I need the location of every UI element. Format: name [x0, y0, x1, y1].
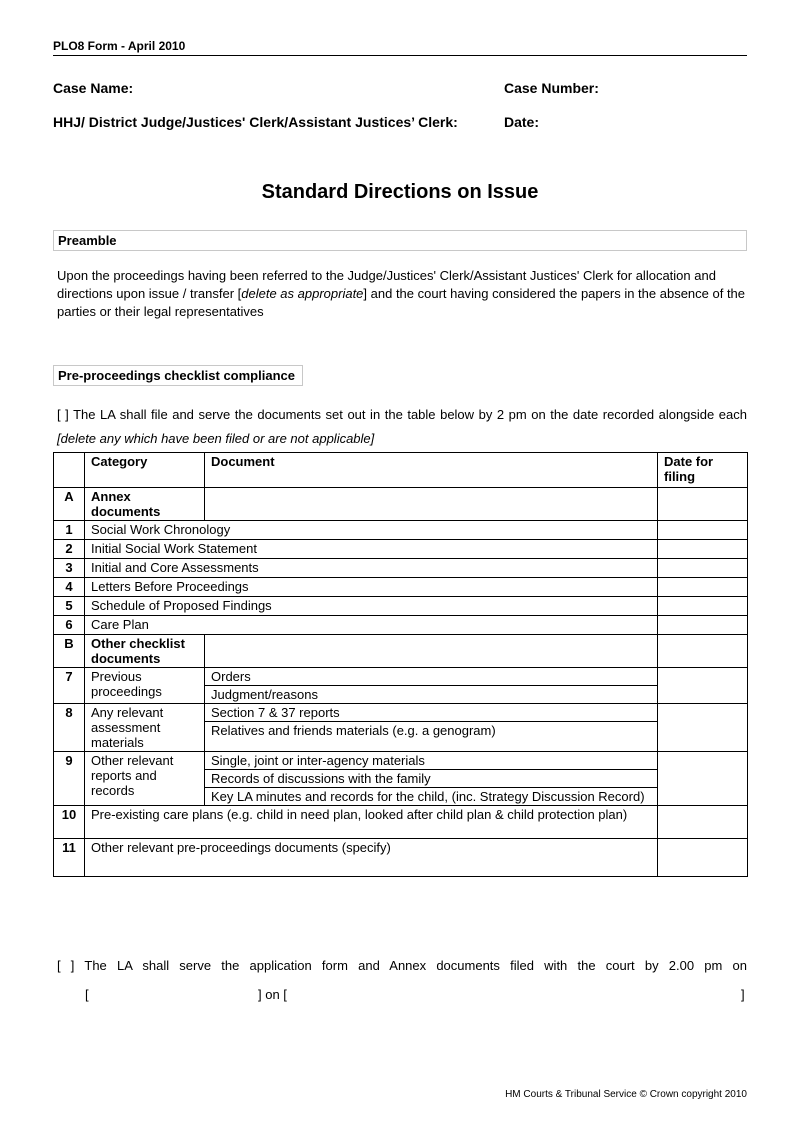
row-category: Schedule of Proposed Findings [85, 597, 658, 616]
checklist-intro: [ ] The LA shall file and serve the documents set out in the table below by 2 pm on the date recorded alongside each [delete any which have been filed or are not applicable] [57, 407, 747, 446]
table-row [54, 668, 748, 704]
page-title: Standard Directions on Issue [261, 181, 539, 203]
row-category: Initial and Core Assessments [85, 559, 658, 578]
row-category: Initial Social Work Statement [85, 540, 658, 559]
header-num-cell [54, 453, 85, 488]
row-num: 5 [54, 597, 85, 616]
row-documents [205, 704, 658, 752]
service-open-bracket: [ [85, 987, 89, 1002]
row-num: 3 [54, 559, 85, 578]
row-num: 1 [54, 521, 85, 540]
case-number-label: Case Number: [504, 80, 599, 96]
row-category: Other relevant pre-proceedings documents (specify) [85, 839, 658, 877]
row-date[interactable] [658, 540, 748, 559]
row-documents [205, 752, 658, 806]
table-row [54, 597, 748, 616]
document-item: Relatives and friends materials (e.g. a genogram) [211, 723, 496, 738]
document-item: Records of discussions with the family [205, 770, 657, 788]
row-num: A [54, 488, 85, 521]
row-date[interactable] [658, 635, 748, 668]
row-num: 10 [54, 806, 85, 839]
table-row [54, 839, 748, 877]
row-num: 8 [54, 704, 85, 752]
row-date[interactable] [658, 597, 748, 616]
checklist-heading: Pre-proceedings checklist compliance [53, 365, 303, 386]
row-date[interactable] [658, 668, 748, 704]
row-date[interactable] [658, 521, 748, 540]
table-row [54, 806, 748, 839]
documents-table [53, 452, 748, 877]
row-category: Care Plan [85, 616, 658, 635]
table-row [54, 578, 748, 597]
table-row [54, 616, 748, 635]
row-category: Any relevant assessment materials [85, 704, 205, 752]
row-date[interactable] [658, 578, 748, 597]
header-category: Category [85, 453, 205, 488]
table-row [54, 635, 748, 668]
row-date[interactable] [658, 839, 748, 877]
row-num: B [54, 635, 85, 668]
preamble-heading: Preamble [53, 230, 747, 251]
footer-copyright: HM Courts & Tribunal Service © Crown copyright 2010 [505, 1089, 747, 1100]
row-num: 6 [54, 616, 85, 635]
table-header-row [54, 453, 748, 488]
row-date[interactable] [658, 806, 748, 839]
header-rule [53, 55, 747, 56]
row-num: 2 [54, 540, 85, 559]
row-num: 4 [54, 578, 85, 597]
judge-label: HHJ/ District Judge/Justices' Clerk/Assistant Justices’ Clerk: [53, 114, 458, 130]
row-category: Other checklist documents [85, 635, 205, 668]
row-num: 11 [54, 839, 85, 877]
table-row [54, 704, 748, 752]
row-date[interactable] [658, 704, 748, 752]
header-document: Document [205, 453, 658, 488]
form-id: PLO8 Form - April 2010 [53, 39, 186, 53]
service-close-bracket: ] [741, 987, 745, 1002]
row-category: Annex documents [85, 488, 205, 521]
document-item: Section 7 & 37 reports [205, 704, 657, 722]
table-row [54, 752, 748, 806]
row-documents [205, 668, 658, 704]
table-row [54, 488, 748, 521]
table-row [54, 559, 748, 578]
row-date[interactable] [658, 559, 748, 578]
table-row [54, 521, 748, 540]
row-document [205, 488, 658, 521]
case-name-label: Case Name: [53, 80, 134, 96]
document-item: Judgment/reasons [211, 687, 318, 702]
header-date: Date for filing [658, 453, 748, 488]
row-category: Pre-existing care plans (e.g. child in need plan, looked after child plan & child protection plan) [85, 806, 658, 839]
document-item: Key LA minutes and records for the child, (inc. Strategy Discussion Record) [211, 789, 645, 804]
row-num: 9 [54, 752, 85, 806]
row-date[interactable] [658, 616, 748, 635]
row-date[interactable] [658, 752, 748, 806]
document-item: Single, joint or inter-agency materials [205, 752, 657, 770]
row-num: 7 [54, 668, 85, 704]
service-direction: [ ] The LA shall serve the application form and Annex documents filed with the court by 2.00 pm on [57, 958, 747, 973]
row-date[interactable] [658, 488, 748, 521]
date-label: Date: [504, 114, 540, 130]
document-item: Orders [205, 668, 657, 686]
table-row [54, 540, 748, 559]
row-category: Previous proceedings [85, 668, 205, 704]
row-category: Letters Before Proceedings [85, 578, 658, 597]
row-category: Social Work Chronology [85, 521, 658, 540]
preamble-text: Upon the proceedings having been referred to the Judge/Justices' Clerk/Assistant Justices' Clerk for allocation and directions upon issue / transfer [delete as appropriate] and the court having considered the papers in the absence of the parties or their legal representatives [57, 268, 746, 319]
row-document [205, 635, 658, 668]
service-mid-text: ] on [ [258, 987, 287, 1002]
row-category: Other relevant reports and records [85, 752, 205, 806]
